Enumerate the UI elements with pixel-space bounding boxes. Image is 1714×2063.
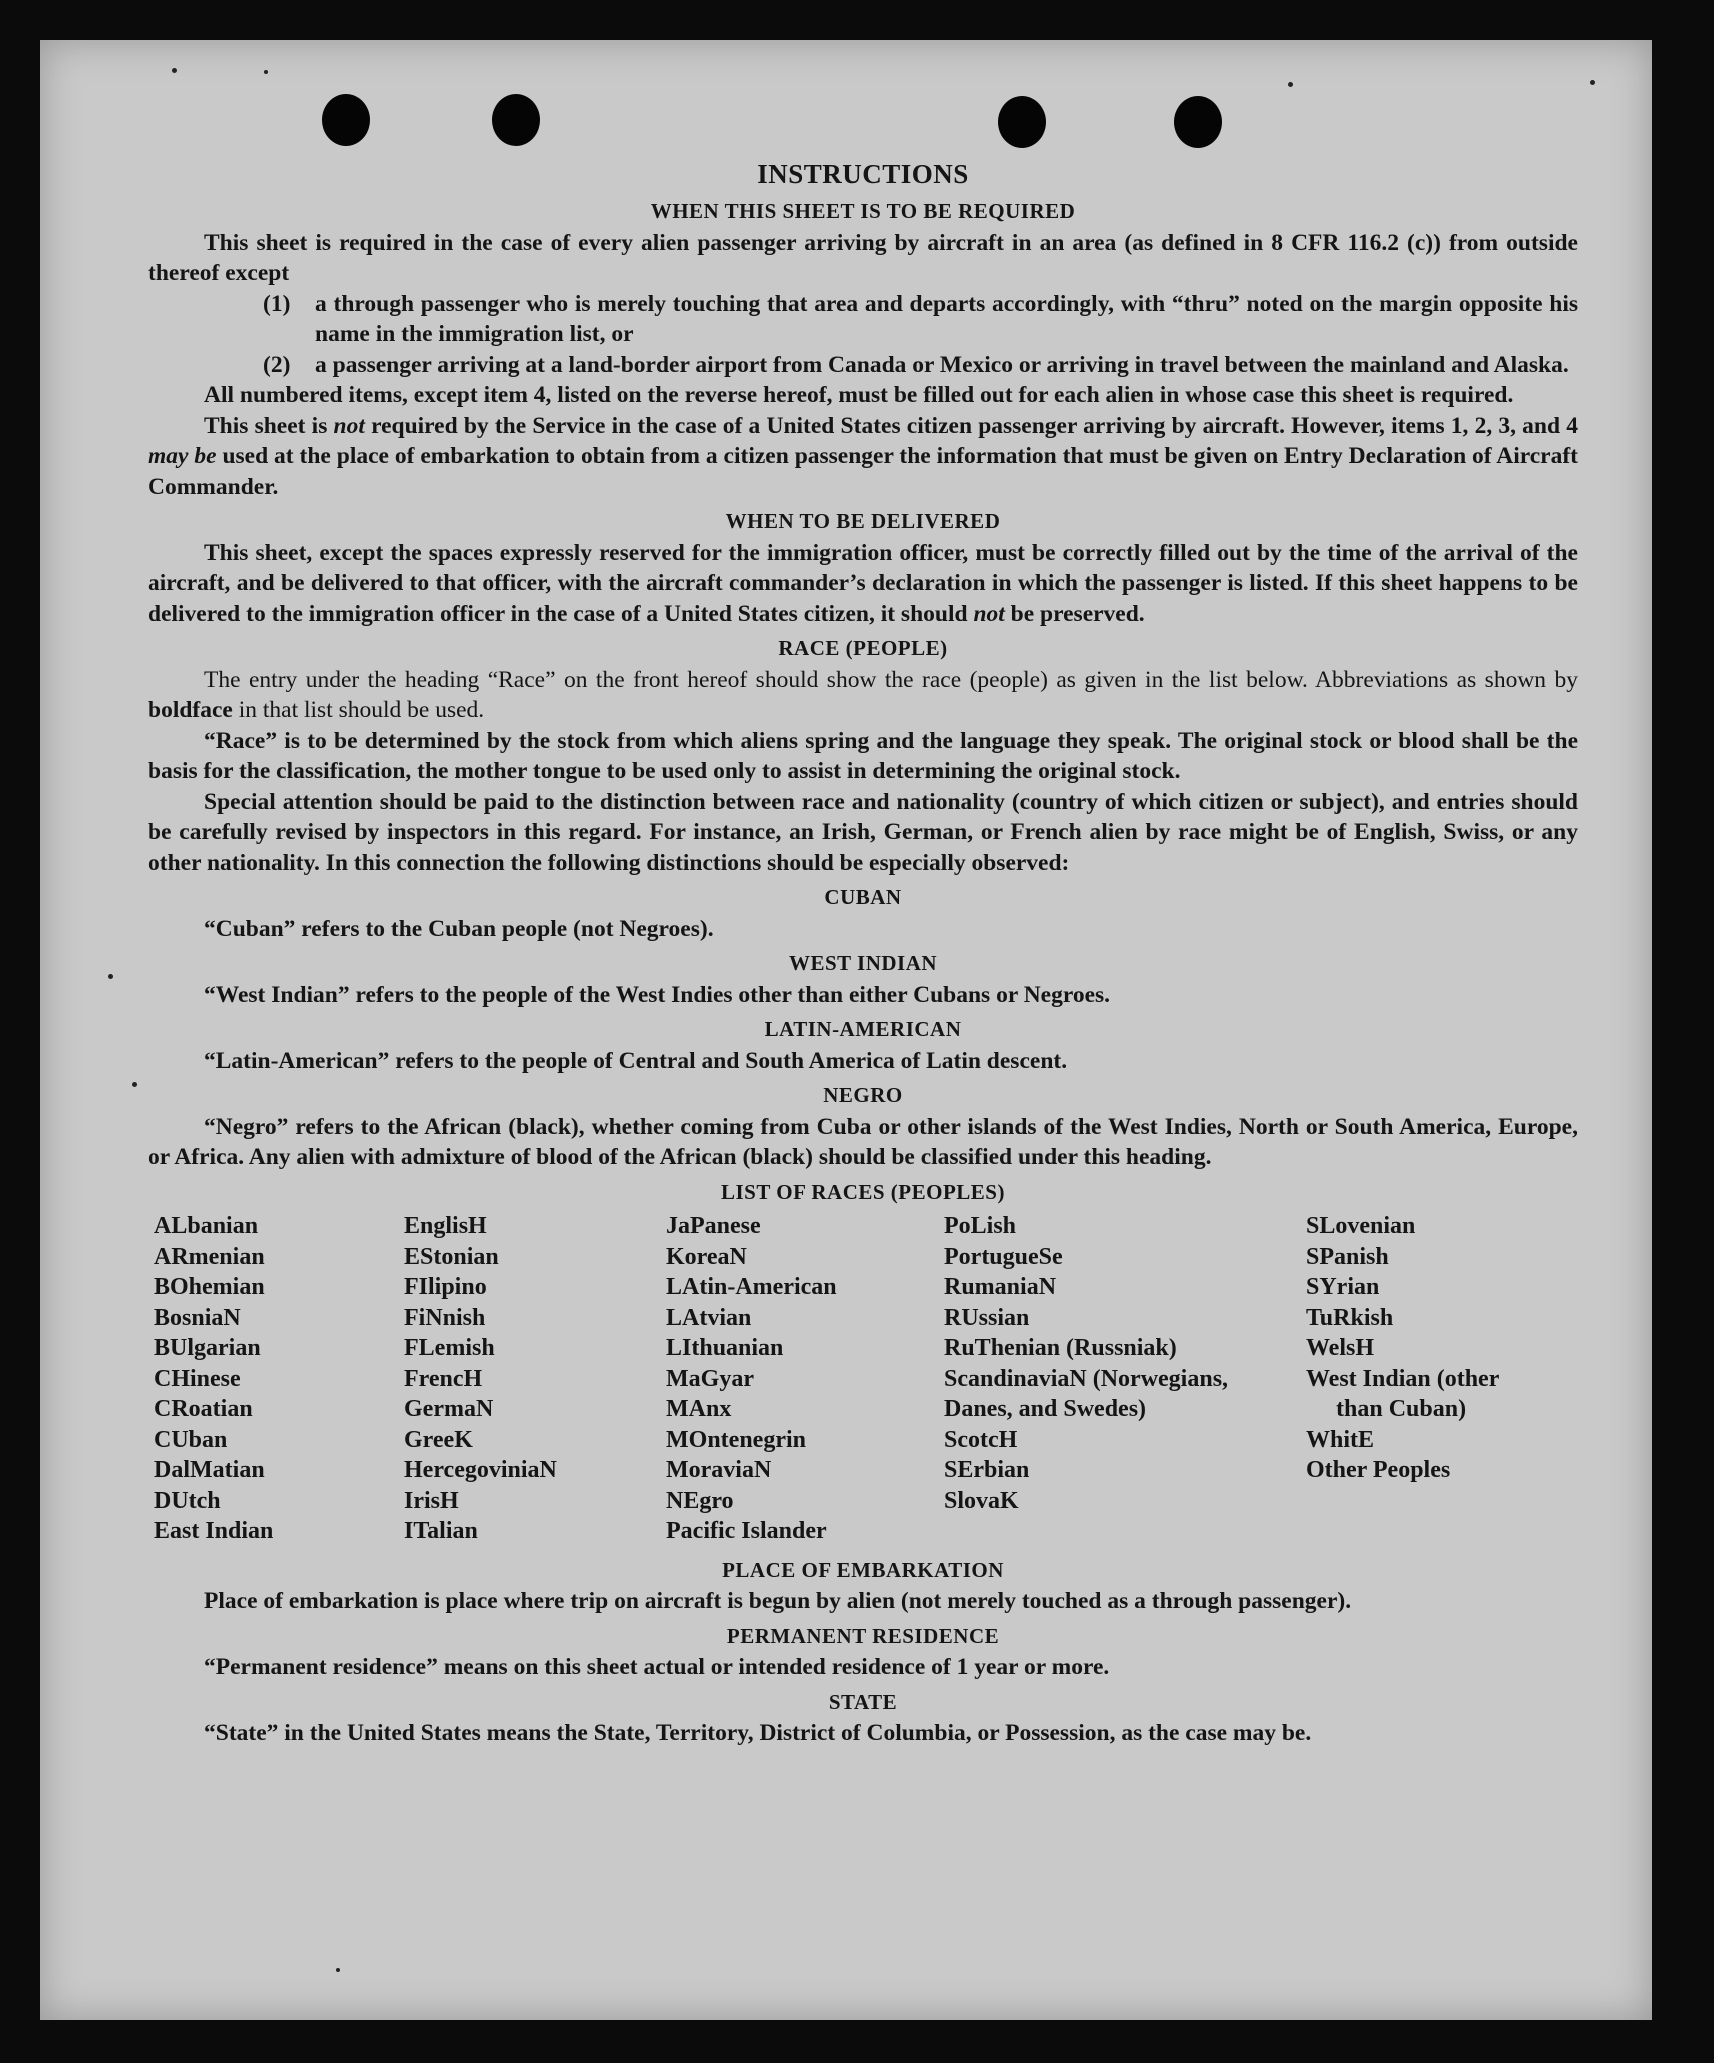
race-item: LIthuanian (666, 1335, 784, 1361)
race-item: BOhemian (154, 1274, 265, 1300)
race-item: IrisH (404, 1487, 459, 1514)
item-text: a through passenger who is merely touching that area and departs accordingly, with “thru” noted on the margin opposite his name in the immigration list, or (315, 290, 1578, 347)
paragraph: This sheet is not required by the Service in the case of a United States citizen passenger arriving by aircraft. However, items 1, 2, 3, and 4 may be used at the place of embarkation to obtain from a citizen passenger the information that must be given on Entry Declaration of Aircraft Commander. (148, 412, 1579, 500)
race-item: EStonian (404, 1243, 499, 1270)
paragraph: This sheet, except the spaces expressly reserved for the immigration officer, must be correctly filled out by the time of the arrival of the aircraft, and be delivered to that officer, with the aircraft commander’s declaration in which the passenger is listed. If this sheet happens to be delivered to the immigration officer in the case of a United States citizen, it should not be preserved. (148, 539, 1578, 627)
definition: “Latin-American” refers to the people of Central and South America of Latin descent. (204, 1047, 1068, 1074)
race-item: SPanish (1306, 1243, 1389, 1270)
race-item: DalMatian (154, 1457, 265, 1483)
race-item: East Indian (154, 1518, 274, 1544)
race-item: CHinese (154, 1365, 241, 1392)
race-item: FiNnish (404, 1304, 486, 1331)
race-item: JaPanese (666, 1213, 761, 1239)
speck (172, 68, 177, 73)
list-item (148, 350, 1578, 381)
race-item: RumaniaN (944, 1274, 1057, 1300)
item-number: (2) (263, 351, 291, 378)
race-item: EnglisH (404, 1213, 487, 1239)
race-item: ScotcH (944, 1426, 1018, 1453)
section-heading: LATIN-AMERICAN (764, 1017, 962, 1041)
page-title: INSTRUCTIONS (757, 159, 969, 189)
instructions-content (148, 116, 1578, 1749)
race-column (404, 1211, 666, 1547)
section-heading: LIST OF RACES (PEOPLES) (721, 1179, 1005, 1204)
race-item: PoLish (944, 1213, 1017, 1239)
paragraph: All numbered items, except item 4, listed on the reverse hereof, must be filled out for each alien in whose case this sheet is required. (204, 382, 1514, 408)
race-item: PortugueSe (944, 1243, 1063, 1270)
race-item: than Cuban) (1336, 1396, 1467, 1422)
race-item: FrencH (404, 1365, 483, 1392)
speck (1288, 82, 1293, 87)
section-heading: CUBAN (824, 885, 902, 909)
race-item: HercegoviniaN (404, 1457, 557, 1483)
race-item: SLovenian (1306, 1213, 1416, 1239)
section-heading: NEGRO (823, 1083, 903, 1107)
race-item: ScandinaviaN (Norwegians, Danes, and Swedes) (944, 1365, 1229, 1422)
speck (132, 1082, 137, 1087)
section-heading: PLACE OF EMBARKATION (722, 1557, 1004, 1582)
paragraph: “Negro” refers to the African (black), whether coming from Cuba or other islands of the West Indies, North or South America, Europe, or Africa. Any alien with admixture of blood of the African (black) should be classified under this heading. (148, 1113, 1578, 1170)
race-list (154, 1211, 1578, 1547)
section-heading: PERMANENT RESIDENCE (726, 1623, 1000, 1648)
item-text: a passenger arriving at a land-border airport from Canada or Mexico or arriving in travel between the mainland and Alaska. (315, 351, 1569, 378)
speck (108, 974, 113, 979)
section-heading: STATE (828, 1689, 898, 1714)
race-item: RUssian (944, 1304, 1030, 1331)
race-item: FLemish (404, 1335, 495, 1361)
race-item: CRoatian (154, 1396, 253, 1422)
race-item: BosniaN (154, 1304, 241, 1331)
race-item: MOntenegrin (666, 1426, 806, 1453)
race-item: Pacific Islander (666, 1518, 827, 1544)
race-item: MAnx (666, 1396, 732, 1422)
race-item: GreeK (404, 1426, 473, 1453)
race-item: LAtvian (666, 1304, 752, 1331)
race-item: WelsH (1306, 1335, 1375, 1361)
paragraph: “Race” is to be determined by the stock from which aliens spring and the language they speak. The original stock or blood shall be the basis for the classification, the mother tongue to be used only to assist in determining the original stock. (148, 727, 1578, 784)
paragraph: This sheet is required in the case of every alien passenger arriving by aircraft in an area (as defined in 8 CFR 116.2 (c)) from outside thereof except (148, 229, 1578, 286)
race-item: Other Peoples (1306, 1457, 1451, 1483)
race-item: KoreaN (666, 1243, 747, 1270)
paragraph: Place of embarkation is place where trip on aircraft is begun by alien (not merely touched as a through passenger). (204, 1588, 1352, 1614)
race-item: ARmenian (154, 1243, 265, 1270)
item-number: (1) (263, 290, 291, 317)
race-item: LAtin-American (666, 1274, 837, 1300)
race-item: MaGyar (666, 1365, 754, 1392)
race-item: FIlipino (404, 1274, 487, 1300)
race-item: WhitE (1306, 1426, 1375, 1453)
race-item: SlovaK (944, 1487, 1019, 1514)
race-item: DUtch (154, 1487, 221, 1514)
speck (1590, 80, 1595, 85)
race-item: ITalian (404, 1518, 478, 1544)
list-item (148, 289, 1578, 350)
speck (264, 70, 268, 74)
race-item: CUban (154, 1426, 228, 1453)
paragraph: The entry under the heading “Race” on the front hereof should show the race (people) as given in the list below. Abbreviations as shown by boldface in that list should be used. (148, 666, 1578, 723)
section-heading: WHEN TO BE DELIVERED (725, 509, 1001, 533)
race-item: BUlgarian (154, 1335, 261, 1361)
race-item: NEgro (666, 1487, 734, 1514)
race-item: MoraviaN (666, 1457, 772, 1483)
race-column (154, 1211, 404, 1547)
race-item: TuRkish (1306, 1304, 1394, 1331)
race-item: GermaN (404, 1396, 494, 1422)
paragraph: “State” in the United States means the State, Territory, District of Columbia, or Possession, as the case may be. (204, 1720, 1312, 1746)
race-item: ALbanian (154, 1213, 259, 1239)
race-column (1306, 1211, 1578, 1547)
race-item: SErbian (944, 1457, 1030, 1483)
race-column (944, 1211, 1306, 1547)
race-item: West Indian (other (1306, 1365, 1500, 1392)
section-heading: WEST INDIAN (788, 951, 938, 975)
paragraph: “Permanent residence” means on this sheet actual or intended residence of 1 year or more. (204, 1654, 1110, 1680)
section-heading: RACE (PEOPLE) (778, 636, 948, 660)
definition: “West Indian” refers to the people of the West Indies other than either Cubans or Negroes. (204, 981, 1111, 1008)
section-heading: WHEN THIS SHEET IS TO BE REQUIRED (650, 199, 1076, 223)
race-item: RuThenian (Russniak) (944, 1335, 1177, 1361)
paragraph: Special attention should be paid to the distinction between race and nationality (country of which citizen or subject), and entries should be carefully revised by inspectors in this regard. For instance, an Irish, German, or French alien by race might be of English, Swiss, or any other nationality. In this connection the following distinctions should be especially observed: (148, 788, 1578, 876)
race-item: SYrian (1306, 1274, 1380, 1300)
document-sheet (40, 40, 1652, 2020)
speck (336, 1968, 340, 1972)
definition: “Cuban” refers to the Cuban people (not Negroes). (204, 915, 714, 942)
race-column (666, 1211, 944, 1547)
